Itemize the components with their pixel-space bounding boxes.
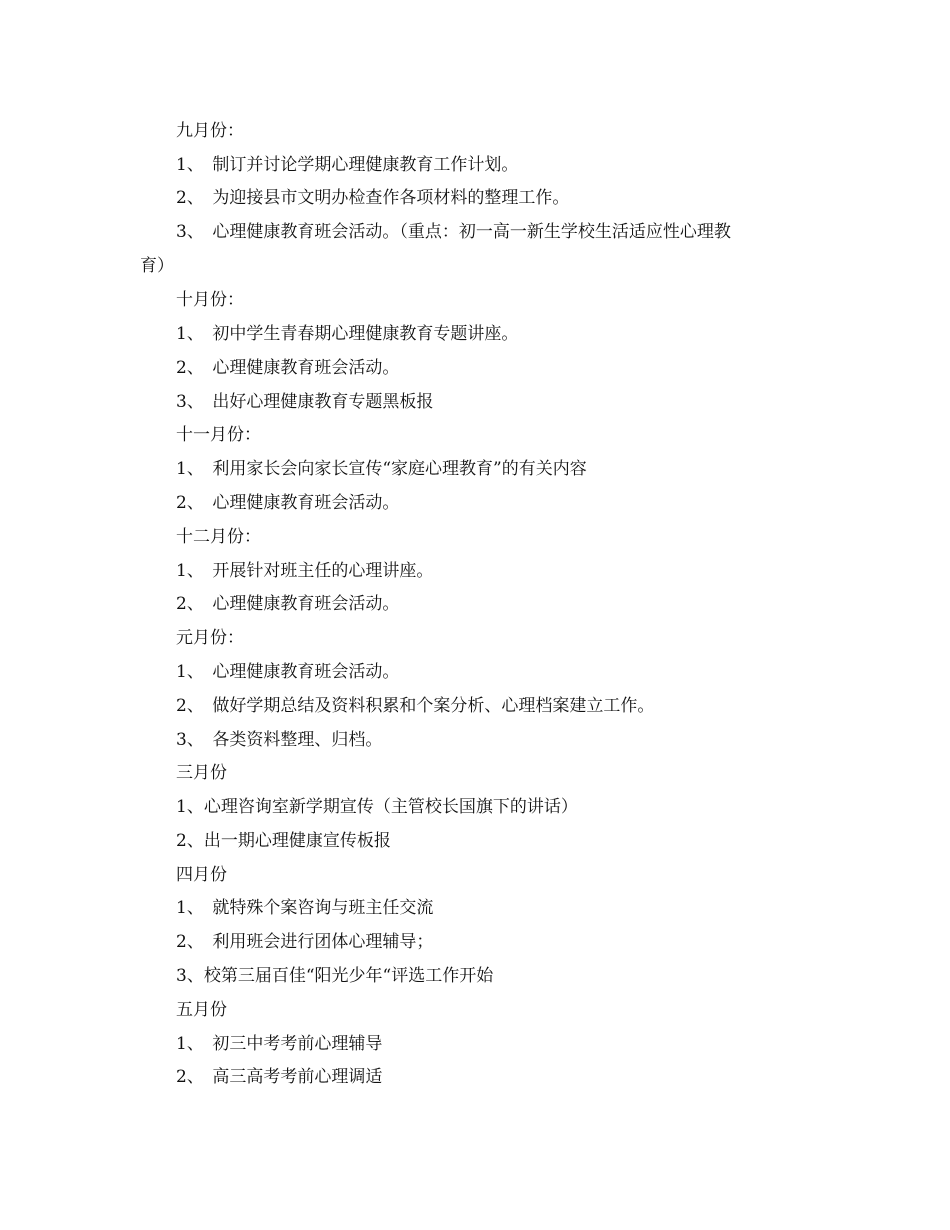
heading-october: 十月份：	[176, 290, 244, 310]
september-item-1: 1、 制订并讨论学期心理健康教育工作计划。	[176, 155, 519, 175]
december-item-1: 1、 开展针对班主任的心理讲座。	[176, 561, 434, 581]
october-item-2: 2、 心理健康教育班会活动。	[176, 358, 400, 378]
april-item-3: 3、校第三届百佳“阳光少年“评选工作开始	[176, 966, 494, 986]
march-item-2: 2、出一期心理健康宣传板报	[176, 831, 391, 851]
september-item-3-continuation: 育）	[140, 256, 174, 276]
november-item-1: 1、 利用家长会向家长宣传“家庭心理教育”的有关内容	[176, 459, 587, 479]
march-item-1: 1、心理咨询室新学期宣传（主管校长国旗下的讲话）	[176, 797, 578, 817]
heading-november: 十一月份：	[176, 425, 261, 445]
september-item-3: 3、 心理健康教育班会活动。（重点：初一高一新生学校生活适应性心理教	[176, 222, 731, 242]
heading-april: 四月份	[176, 865, 227, 885]
november-item-2: 2、 心理健康教育班会活动。	[176, 493, 400, 513]
heading-september: 九月份：	[176, 121, 244, 141]
december-item-2: 2、 心理健康教育班会活动。	[176, 594, 400, 614]
october-item-1: 1、 初中学生青春期心理健康教育专题讲座。	[176, 324, 519, 344]
september-item-2: 2、 为迎接县市文明办检查作各项材料的整理工作。	[176, 188, 570, 208]
heading-december: 十二月份：	[176, 527, 261, 547]
heading-may: 五月份	[176, 1000, 227, 1020]
january-item-1: 1、 心理健康教育班会活动。	[176, 662, 400, 682]
may-item-1: 1、 初三中考考前心理辅导	[176, 1034, 383, 1054]
heading-january: 元月份：	[176, 628, 244, 648]
october-item-3: 3、 出好心理健康教育专题黑板报	[176, 392, 434, 412]
january-item-3: 3、 各类资料整理、归档。	[176, 730, 383, 750]
january-item-2: 2、 做好学期总结及资料积累和个案分析、心理档案建立工作。	[176, 696, 655, 716]
heading-march: 三月份	[176, 763, 227, 783]
april-item-2: 2、 利用班会进行团体心理辅导；	[176, 932, 434, 952]
april-item-1: 1、 就特殊个案咨询与班主任交流	[176, 898, 434, 918]
may-item-2: 2、 高三高考考前心理调适	[176, 1067, 383, 1087]
